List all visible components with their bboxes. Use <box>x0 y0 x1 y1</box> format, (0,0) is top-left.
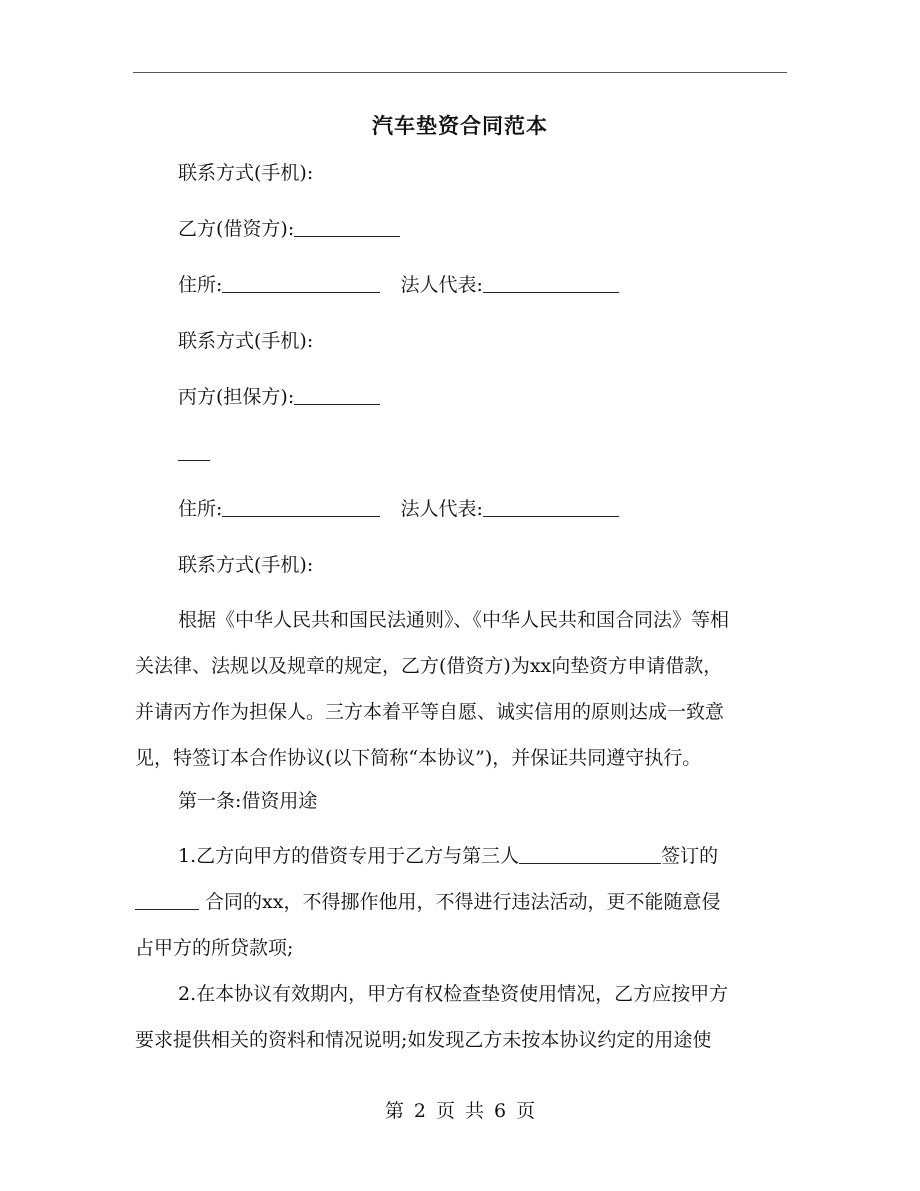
party-b-blank <box>294 218 400 237</box>
contact-label: 联系方式(手机): <box>178 162 314 184</box>
continuation-blank-line <box>178 440 210 466</box>
address-label: 住所: <box>178 498 223 520</box>
paragraph-line: 关法律、法规以及规章的规定，乙方(借资方)为xx向垫资方申请借款， <box>135 655 723 677</box>
paragraph-line: 并请丙方作为担保人。三方本着平等自愿、诚实信用的原则达成一致意 <box>135 701 725 723</box>
article-1-heading <box>178 788 317 814</box>
party-b-label: 乙方(借资方): <box>178 218 295 240</box>
contact-label: 联系方式(手机): <box>178 554 314 576</box>
party-b-line <box>178 216 400 242</box>
paragraph-line: 根据《中华人民共和国民法通则》、《中华人民共和国合同法》等相 <box>178 609 730 631</box>
party-c-blank-continuation <box>178 442 210 461</box>
paragraph-line: 要求提供相关的资料和情况说明;如发现乙方未按本协议约定的用途使 <box>135 1029 712 1051</box>
legal-rep-label: 法人代表: <box>400 498 483 520</box>
party-c-line <box>178 384 380 410</box>
header-rule <box>133 72 787 73</box>
address-blank <box>222 274 380 293</box>
legal-rep-blank <box>483 498 619 517</box>
paragraph-line: 占甲方的所贷款项; <box>135 937 294 959</box>
address-label: 住所: <box>178 274 223 296</box>
intro-paragraph <box>135 597 785 781</box>
clause-1 <box>135 833 785 971</box>
address-line-1 <box>178 272 619 298</box>
paragraph-line <box>135 879 785 925</box>
contact-line-2 <box>178 328 313 354</box>
contact-label: 联系方式(手机): <box>178 330 314 352</box>
clause-1-text-c: 合同的xx，不得挪作他用，不得进行违法活动，更不能随意侵 <box>205 891 721 913</box>
party-c-label: 丙方(担保方): <box>178 386 295 408</box>
legal-rep-blank <box>483 274 619 293</box>
document-title: 汽车垫资合同范本 <box>372 113 548 138</box>
contract-blank <box>135 891 199 910</box>
paragraph-line: 见，特签订本合作协议(以下简称“本协议”)，并保证共同遵守执行。 <box>135 747 702 769</box>
address-blank <box>222 498 380 517</box>
paragraph-line <box>135 833 785 879</box>
address-line-2 <box>178 496 619 522</box>
contact-line-3 <box>178 552 313 578</box>
clause-2 <box>135 971 785 1063</box>
contact-line-1 <box>178 160 313 186</box>
page-number: 第 2 页 共 6 页 <box>384 1100 536 1122</box>
paragraph-line: 2.在本协议有效期内，甲方有权检查垫资使用情况，乙方应按甲方 <box>178 983 729 1005</box>
legal-rep-label: 法人代表: <box>400 274 483 296</box>
clause-1-text-a: 1.乙方向甲方的借资专用于乙方与第三人 <box>178 845 520 867</box>
third-party-blank <box>519 845 661 864</box>
article-heading-text: 第一条:借资用途 <box>178 790 318 812</box>
clause-1-text-b: 签订的 <box>661 845 719 867</box>
party-c-blank <box>294 386 380 405</box>
